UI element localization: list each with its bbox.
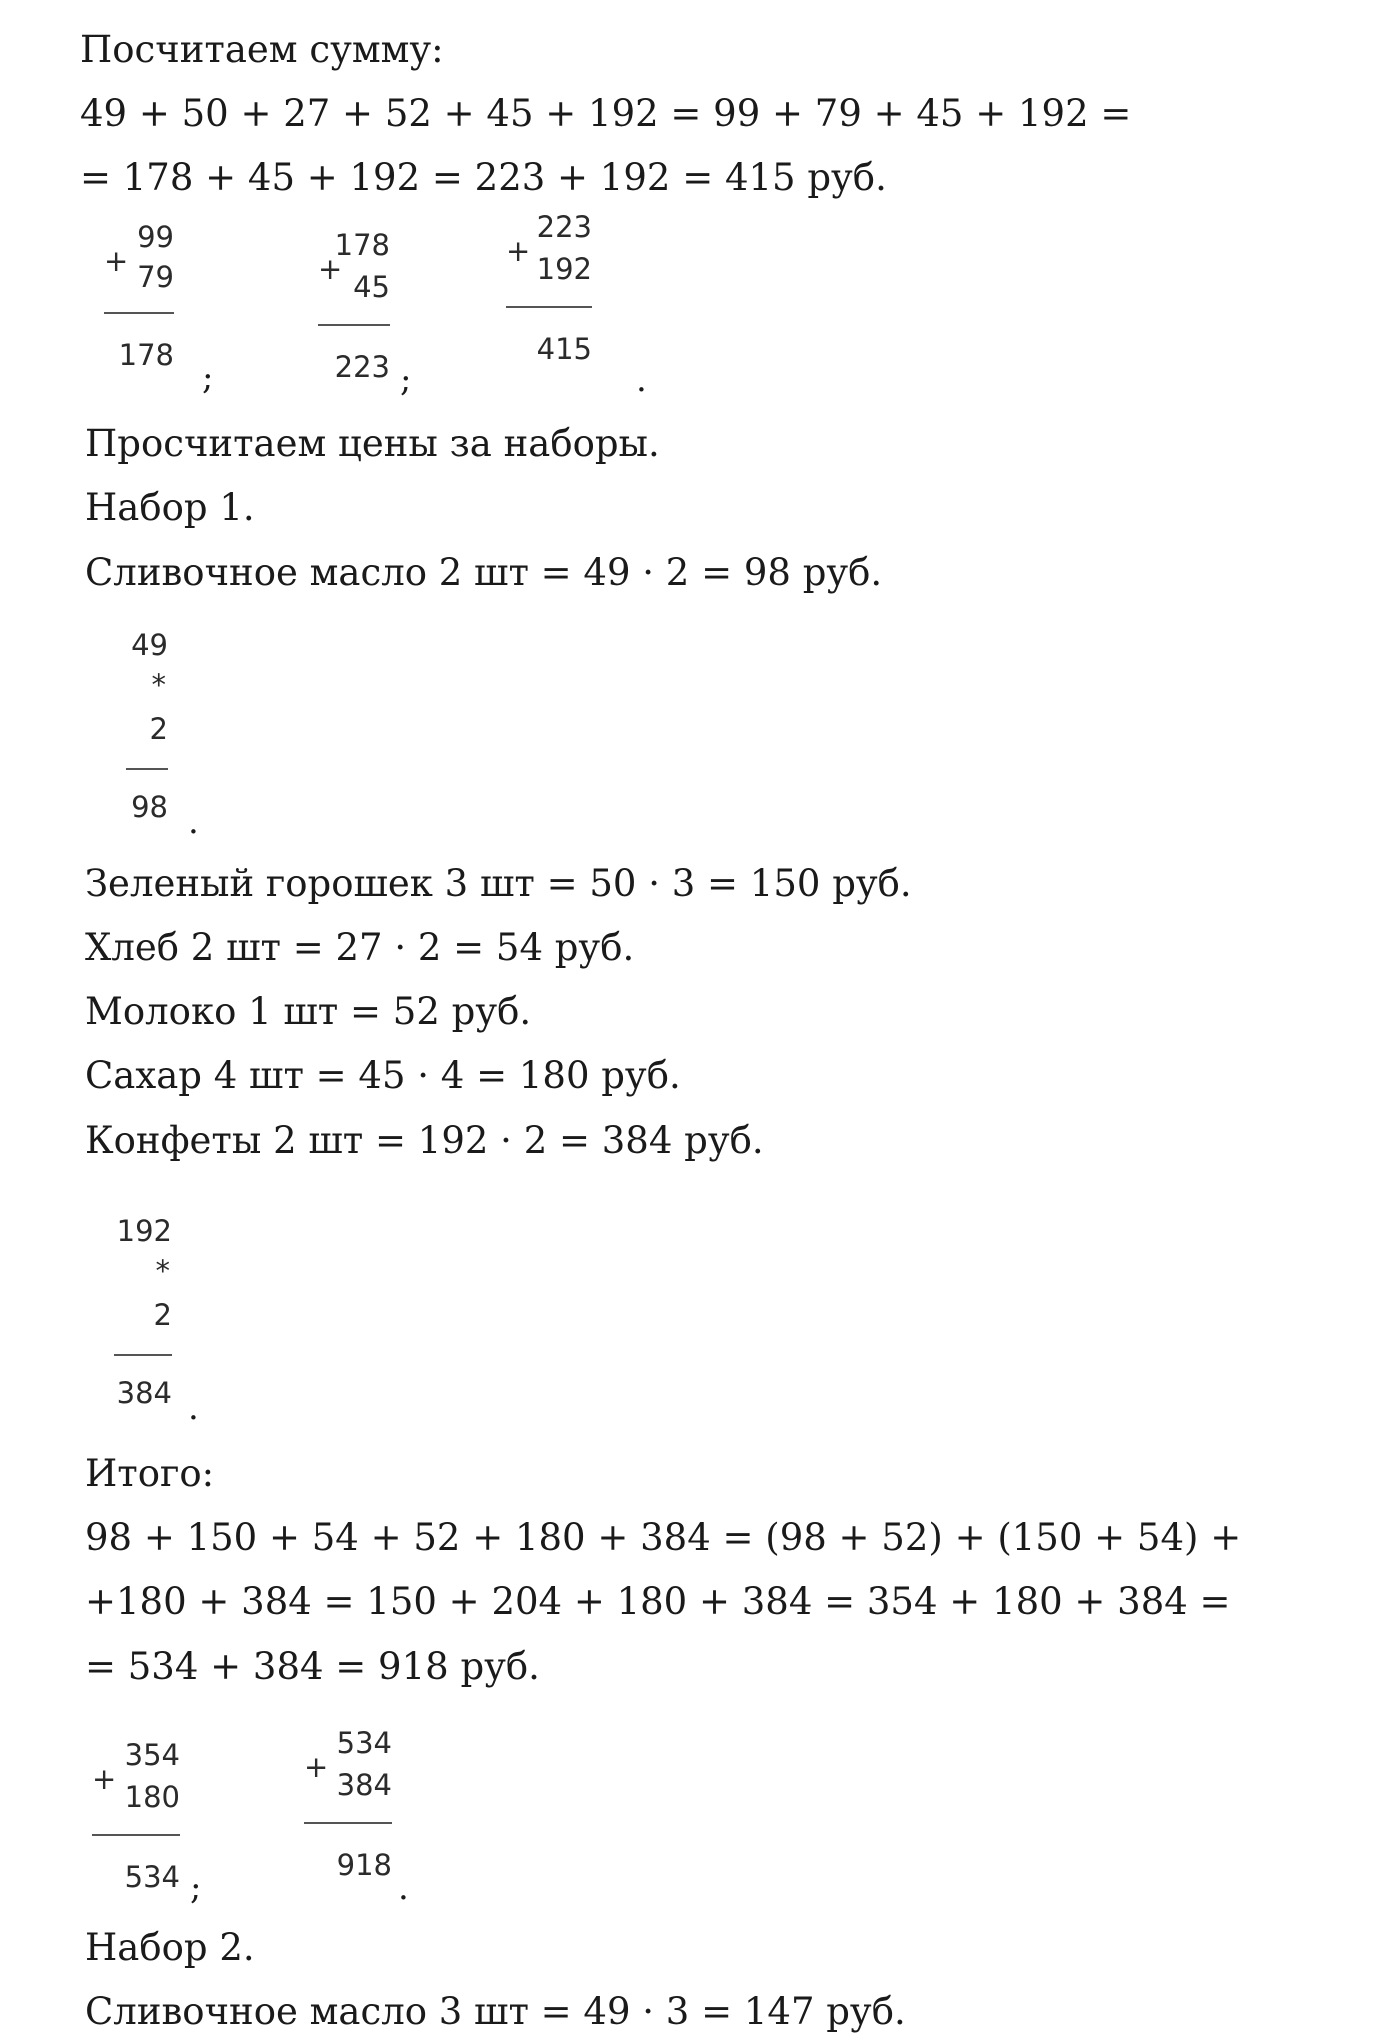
text-line: Итого: bbox=[85, 1452, 215, 1495]
product-result: 384 bbox=[116, 1376, 172, 1410]
addend-bottom: 192 bbox=[536, 252, 592, 286]
plus-sign: + bbox=[304, 1750, 329, 1784]
plus-sign: + bbox=[104, 244, 129, 278]
text-line: Просчитаем цены за наборы. bbox=[85, 422, 660, 465]
sum-line bbox=[104, 312, 174, 314]
column-addition bbox=[104, 220, 174, 380]
product-line bbox=[126, 768, 168, 770]
column-addition bbox=[506, 210, 592, 370]
sum-line bbox=[304, 1822, 392, 1824]
sum-result: 223 bbox=[334, 350, 390, 384]
column-multiplication bbox=[114, 1214, 172, 1414]
separator: . bbox=[188, 1388, 199, 1428]
addend-bottom: 180 bbox=[124, 1780, 180, 1814]
text-line: +180 + 384 = 150 + 204 + 180 + 384 = 354 + 180 + 384 = bbox=[85, 1580, 1231, 1623]
separator: ; bbox=[190, 1868, 202, 1908]
multiply-sign: * bbox=[155, 1254, 170, 1288]
multiplier: 2 bbox=[149, 712, 168, 746]
multiplicand: 49 bbox=[131, 628, 168, 662]
text-line: Сливочное масло 2 шт = 49 · 2 = 98 руб. bbox=[85, 551, 883, 594]
sum-result: 534 bbox=[124, 1860, 180, 1894]
separator: . bbox=[398, 1868, 409, 1908]
text-line: Сахар 4 шт = 45 · 4 = 180 руб. bbox=[85, 1054, 681, 1097]
sum-line bbox=[506, 306, 592, 308]
separator: ; bbox=[202, 358, 214, 398]
multiplicand: 192 bbox=[116, 1214, 172, 1248]
addend-bottom: 384 bbox=[336, 1768, 392, 1802]
addend-top: 223 bbox=[536, 210, 592, 244]
addend-bottom: 79 bbox=[137, 260, 174, 294]
sum-line bbox=[318, 324, 390, 326]
addend-top: 354 bbox=[124, 1738, 180, 1772]
column-multiplication bbox=[126, 628, 168, 828]
plus-sign: + bbox=[506, 234, 531, 268]
text-line: 49 + 50 + 27 + 52 + 45 + 192 = 99 + 79 + 45 + 192 = bbox=[80, 92, 1132, 135]
sum-result: 918 bbox=[336, 1848, 392, 1882]
column-addition bbox=[304, 1726, 392, 1886]
multiplier: 2 bbox=[153, 1298, 172, 1332]
text-line: Зеленый горошек 3 шт = 50 · 3 = 150 руб. bbox=[85, 862, 912, 905]
separator: . bbox=[636, 360, 647, 400]
addend-top: 178 bbox=[334, 228, 390, 262]
sum-result: 415 bbox=[536, 332, 592, 366]
product-result: 98 bbox=[131, 790, 168, 824]
text-line: Набор 2. bbox=[85, 1926, 255, 1969]
text-line: = 534 + 384 = 918 руб. bbox=[85, 1645, 540, 1688]
addend-top: 534 bbox=[336, 1726, 392, 1760]
addend-bottom: 45 bbox=[353, 270, 390, 304]
addend-top: 99 bbox=[137, 220, 174, 254]
text-line: Сливочное масло 3 шт = 49 · 3 = 147 руб. bbox=[85, 1990, 906, 2033]
sum-line bbox=[92, 1834, 180, 1836]
sum-result: 178 bbox=[118, 338, 174, 372]
text-line: Посчитаем сумму: bbox=[80, 28, 444, 71]
text-line: Конфеты 2 шт = 192 · 2 = 384 руб. bbox=[85, 1119, 764, 1162]
multiply-sign: * bbox=[151, 668, 166, 702]
separator: . bbox=[188, 802, 199, 842]
separator: ; bbox=[400, 360, 412, 400]
text-line: 98 + 150 + 54 + 52 + 180 + 384 = (98 + 52) + (150 + 54) + bbox=[85, 1516, 1242, 1559]
plus-sign: + bbox=[318, 252, 343, 286]
text-line: Набор 1. bbox=[85, 486, 255, 529]
product-line bbox=[114, 1354, 172, 1356]
plus-sign: + bbox=[92, 1762, 117, 1796]
column-addition bbox=[92, 1738, 180, 1898]
column-addition bbox=[318, 228, 390, 388]
text-line: Молоко 1 шт = 52 руб. bbox=[85, 990, 532, 1033]
text-line: Хлеб 2 шт = 27 · 2 = 54 руб. bbox=[85, 926, 635, 969]
text-line: = 178 + 45 + 192 = 223 + 192 = 415 руб. bbox=[80, 156, 887, 199]
